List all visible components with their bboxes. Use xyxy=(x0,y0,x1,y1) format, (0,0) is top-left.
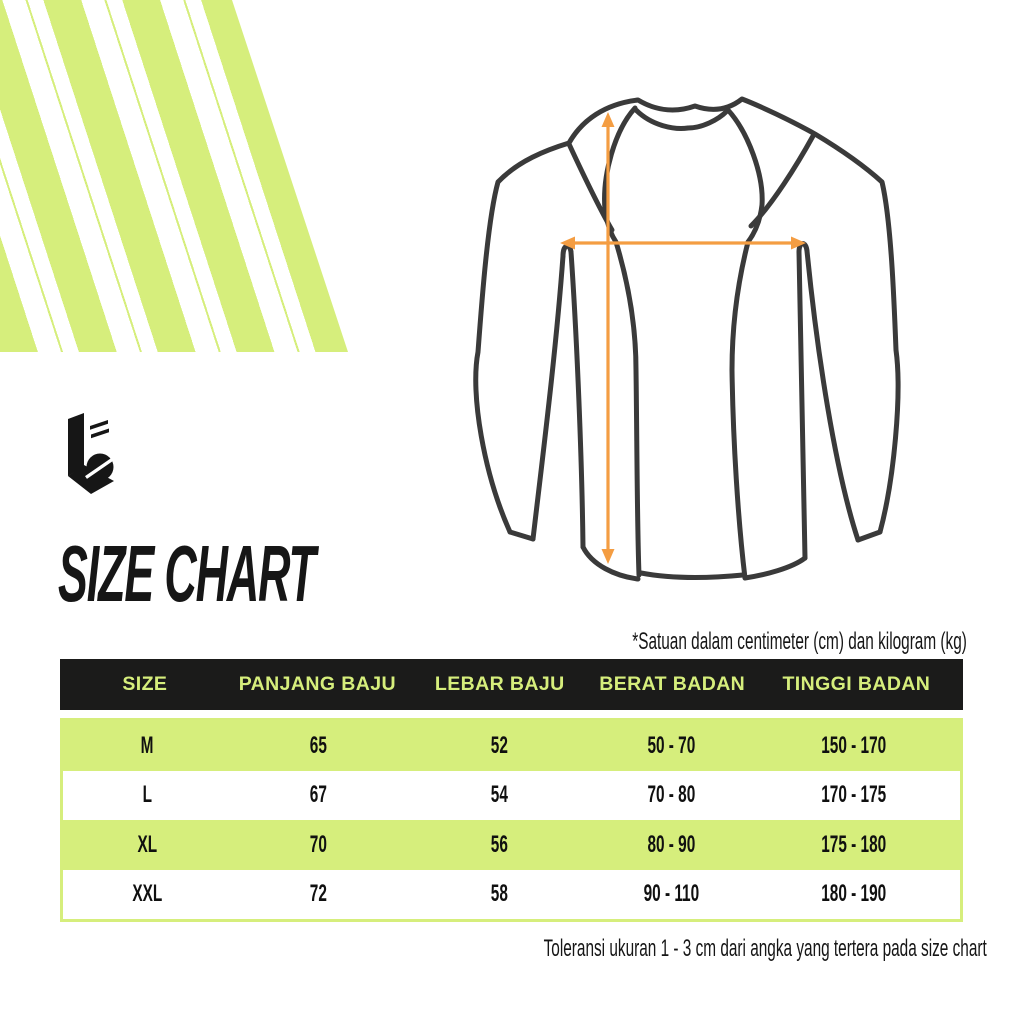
table-header-row xyxy=(60,659,963,710)
cell-tinggi: 170 - 175 xyxy=(821,781,887,809)
cell-lebar: 58 xyxy=(491,880,509,908)
jacket-outline xyxy=(476,99,898,579)
cell-lebar: 56 xyxy=(491,830,509,858)
cell-berat: 70 - 80 xyxy=(647,781,696,809)
brand-logo-icon xyxy=(50,405,120,500)
cell-size: M xyxy=(140,731,154,759)
jacket-measurement-diagram xyxy=(430,70,970,610)
cell-panjang: 70 xyxy=(310,830,328,858)
table-row xyxy=(63,820,960,870)
cell-tinggi: 180 - 190 xyxy=(821,880,887,908)
cell-panjang: 72 xyxy=(310,880,328,908)
tolerance-note xyxy=(419,935,987,962)
cell-tinggi: 150 - 170 xyxy=(821,731,887,759)
size-chart-table xyxy=(60,659,963,922)
unit-note-text: *Satuan dalam centimeter (cm) dan kilogram (kg) xyxy=(632,628,967,655)
cell-panjang: 67 xyxy=(310,781,328,809)
table-body xyxy=(60,718,963,922)
cell-lebar: 52 xyxy=(491,731,509,759)
width-measure-arrow xyxy=(560,237,806,250)
cell-berat: 50 - 70 xyxy=(647,731,696,759)
unit-note xyxy=(444,630,967,654)
column-header-tinggi: TINGGI BADAN xyxy=(782,673,931,695)
table-row xyxy=(63,721,960,771)
cell-berat: 90 - 110 xyxy=(643,880,699,908)
column-header-size: SIZE xyxy=(122,673,168,695)
cell-lebar: 54 xyxy=(491,781,509,809)
table-row xyxy=(63,771,960,821)
table-row xyxy=(63,870,960,920)
column-header-lebar: LEBAR BAJU xyxy=(434,673,565,695)
cell-berat: 80 - 90 xyxy=(647,830,696,858)
column-header-berat: BERAT BADAN xyxy=(599,673,746,695)
column-header-panjang: PANJANG BAJU xyxy=(238,673,396,695)
tolerance-note-text: Toleransi ukuran 1 - 3 cm dari angka yang tertera pada size chart xyxy=(543,935,987,962)
cell-panjang: 65 xyxy=(310,731,328,759)
cell-size: XXL xyxy=(132,880,163,908)
cell-size: L xyxy=(142,781,152,809)
cell-tinggi: 175 - 180 xyxy=(821,830,887,858)
page-title: SIZE CHART xyxy=(58,529,315,618)
stripe-pattern xyxy=(0,0,500,352)
cell-size: XL xyxy=(137,830,158,858)
